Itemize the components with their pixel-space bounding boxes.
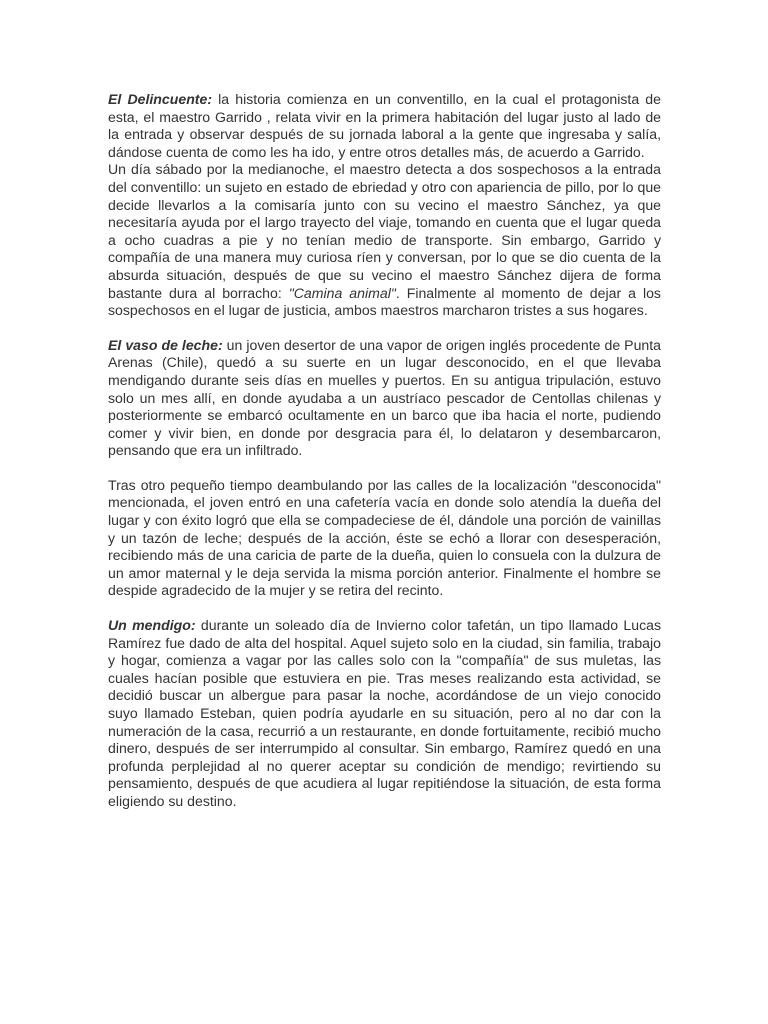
paragraph-el-delincuente	[108, 91, 661, 161]
paragraph-text: un joven desertor de una vapor de origen inglés procedente de Punta Arenas (Chile), quedó a su suerte en un lugar desconocido, en el que llevaba mendigando durante seis días en muelles y puertos. En su antigua tripulación, estuvo solo un mes allí, en donde ayudaba a un austríaco pescador de Centollas chilenas y posteriormente se embarcó ocultamente en un barco que iba hacia el norte, pudiendo comer y vivir bien, en donde por desgracia para él, lo delataron y desembarcaron, pensando que era un infiltrado.	[108, 336, 661, 459]
section-heading-el-vaso-de-leche: El vaso de leche:	[108, 336, 223, 353]
paragraph-el-vaso-de-leche	[108, 337, 661, 460]
document-page	[108, 91, 661, 828]
paragraph-el-vaso-de-leche-continued	[108, 477, 661, 600]
paragraph-text: Tras otro pequeño tiempo deambulando por las calles de la localización "desconocida" mencionada, el joven entró en una cafetería vacía en donde solo atendía la dueña del lugar y con éxito logró que ella se compadeciese de él, dándole una porción de vainillas y un tazón de leche; después de la acción, éste se echó a llorar con desesperación, recibiendo más de una caricia de parte de la dueña, quien lo consuela con la dulzura de un amor maternal y le deja servida la misma porción anterior. Finalmente el hombre se despide agradecido de la mujer y se retira del recinto.	[108, 476, 661, 599]
paragraph-text: durante un soleado día de Invierno color tafetán, un tipo llamado Lucas Ramírez fue dado de alta del hospital. Aquel sujeto solo en la ciudad, sin familia, trabajo y hogar, comienza a vagar por las calles solo con la "compañía" de sus muletas, las cuales hacían posible que estuviera en pie. Tras meses realizando esta actividad, se decidió buscar un albergue para pasar la noche, acordándose de un viejo conocido suyo llamado Esteban, quien podría ayudarle en su situación, pero al no dar con la numeración de la casa, recurrió a un restaurante, en donde fortuitamente, recibió mucho dinero, después de ser interrumpido al consultar. Sin embargo, Ramírez quedó en una profunda perplejidad al no querer aceptar su condición de mendigo; revirtiendo su pensamiento, después de que acudiera al lugar repitiéndose la situación, de esta forma eligiendo su destino.	[108, 617, 661, 809]
paragraph-text: la historia comienza en un conventillo, en la cual el protagonista de esta, el maestro Garrido , relata vivir en la primera habitación del lugar justo al lado de la entrada y observar después de su jornada laboral a la gente que ingresaba y salía, dándose cuenta de como les ha ido, y entre otros detalles más, de acuerdo a Garrido.	[108, 91, 661, 160]
paragraph-text-after-quote: . Finalmente al momento de dejar a los sospechosos en el lugar de justicia, ambos maestros marcharon tristes a sus hogares.	[108, 284, 661, 319]
section-heading-un-mendigo: Un mendigo:	[108, 617, 196, 634]
paragraph-un-mendigo	[108, 617, 661, 811]
quoted-phrase: "Camina animal"	[288, 284, 396, 301]
section-heading-el-delincuente: El Delincuente:	[108, 91, 213, 107]
paragraph-text: Un día sábado por la medianoche, el maestro detecta a dos sospechosos a la entrada del conventillo: un sujeto en estado de ebriedad y otro con apariencia de pillo, por lo que decide llevarlos a la comisaría junto con su vecino el maestro Sánchez, ya que necesitaría ayuda por el largo trayecto del viaje, tomando en cuenta que el lugar queda a ocho cuadras a pie y no tenían medio de transporte. Sin embargo, Garrido y compañía de una manera muy curiosa ríen y conversan, por lo que se dio cuenta de la absurda situación, después de que su vecino el maestro Sánchez dijera de forma bastante dura al borracho:	[108, 161, 661, 301]
paragraph-el-delincuente-continued	[108, 161, 661, 319]
